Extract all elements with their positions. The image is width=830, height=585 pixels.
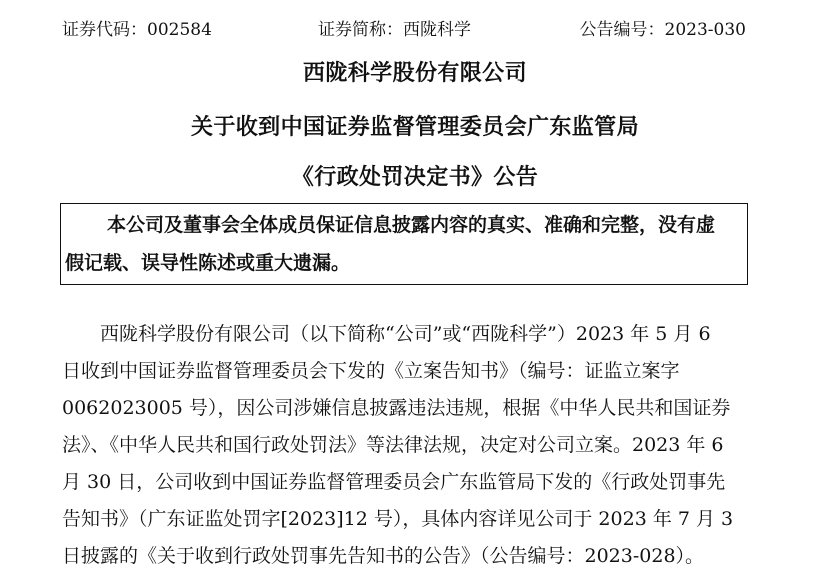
document-header: [62, 18, 746, 42]
disclosure-statement-box: [60, 203, 748, 285]
body-line: 告知书》（广东证监处罚字[2023]12 号），具体内容详见公司于 2023 年 7 月 3: [62, 508, 734, 530]
stock-code: 证券代码：002584: [62, 20, 212, 40]
announcement-body: [62, 316, 748, 575]
announcement-title-line-1: 关于收到中国证券监督管理委员会广东监管局: [190, 114, 639, 140]
disclosure-statement-line-2: 假记载、误导性陈述或重大遗漏。: [65, 252, 351, 274]
body-line: 西陇科学股份有限公司（以下简称“公司”或“西陇科学”）2023 年 5 月 6: [100, 323, 711, 345]
notice-number: 公告编号：2023-030: [579, 20, 746, 40]
body-line: 月 30 日，公司收到中国证券监督管理委员会广东监管局下发的《行政处罚事先: [62, 471, 726, 493]
disclosure-statement-line-1: 本公司及董事会全体成员保证信息披露内容的真实、准确和完整，没有虚: [107, 214, 716, 236]
body-line: 日收到中国证券监督管理委员会下发的《立案告知书》（编号：证监立案字: [62, 360, 680, 382]
announcement-title-line-2: 《行政处罚决定书》公告: [291, 164, 539, 190]
body-line: 日披露的《关于收到行政处罚事先告知书的公告》（公告编号：2023-028）。: [62, 545, 705, 567]
stock-short-name: 证券简称：西陇科学: [318, 20, 471, 40]
company-title: 西陇科学股份有限公司: [302, 60, 527, 86]
body-line: 0062023005 号），因公司涉嫌信息披露违法违规，根据《中华人民共和国证券: [62, 397, 731, 419]
body-line: 法》、《中华人民共和国行政处罚法》等法律法规，决定对公司立案。2023 年 6: [62, 434, 724, 456]
